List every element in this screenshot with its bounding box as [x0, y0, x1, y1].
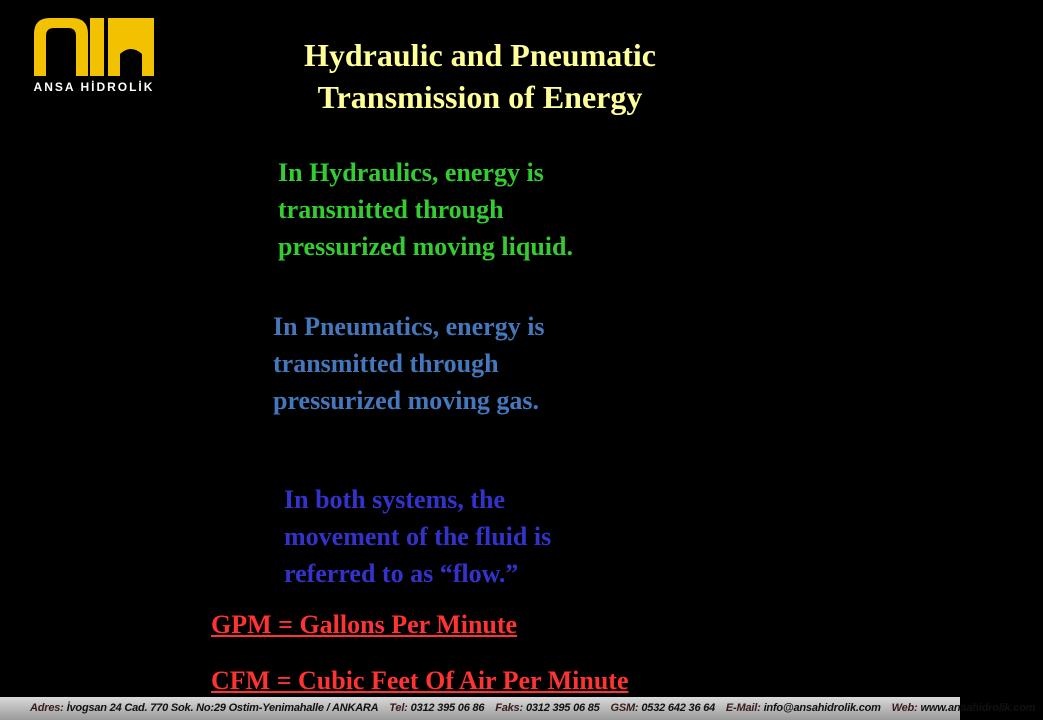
gpm-definition: GPM = Gallons Per Minute: [211, 610, 518, 639]
footer-tel: 0312 395 06 86: [410, 702, 485, 714]
footer-faks-label: Faks:: [495, 702, 523, 714]
title-line-1: Hydraulic and Pneumatic: [303, 37, 656, 73]
contact-footer: [0, 697, 1036, 720]
pneumatics-line-2: transmitted through: [273, 349, 499, 378]
footer-faks: 0312 395 06 85: [525, 702, 600, 714]
footer-web[interactable]: www.ansahidrolik.com: [920, 702, 1036, 714]
ansa-hidrolik-logo: [28, 14, 160, 94]
flow-line-3: referred to as “flow.”: [284, 559, 519, 588]
pneumatics-paragraph: [273, 308, 545, 419]
hydraulics-paragraph: [278, 154, 573, 265]
cfm-definition: CFM = Cubic Feet Of Air Per Minute: [211, 666, 629, 695]
footer-address: İvogsan 24 Cad. 770 Sok. No:29 Ostim-Yenimahalle / ANKARA: [66, 702, 379, 714]
pneumatics-line-1: In Pneumatics, energy is: [273, 312, 545, 341]
flow-paragraph: [284, 481, 551, 592]
pneumatics-line-3: pressurized moving gas.: [273, 386, 540, 415]
footer-gsm-label: GSM:: [610, 702, 639, 714]
logo-text: ANSA HİDROLİK: [33, 80, 155, 94]
slide-title: [230, 34, 730, 118]
footer-email[interactable]: info@ansahidrolik.com: [763, 702, 881, 714]
flow-line-1: In both systems, the: [284, 485, 506, 514]
footer-gsm: 0532 642 36 64: [641, 702, 716, 714]
hydraulics-line-3: pressurized moving liquid.: [278, 232, 573, 261]
footer-web-label: Web:: [891, 702, 918, 714]
hydraulics-line-2: transmitted through: [278, 195, 504, 224]
footer-address-label: Adres:: [30, 702, 64, 714]
title-line-2: Transmission of Energy: [317, 79, 643, 115]
logo-mark-icon: [28, 14, 160, 80]
footer-email-label: E-Mail:: [725, 702, 761, 714]
hydraulics-line-1: In Hydraulics, energy is: [278, 158, 544, 187]
footer-tel-label: Tel:: [389, 702, 408, 714]
flow-line-2: movement of the fluid is: [284, 522, 552, 551]
